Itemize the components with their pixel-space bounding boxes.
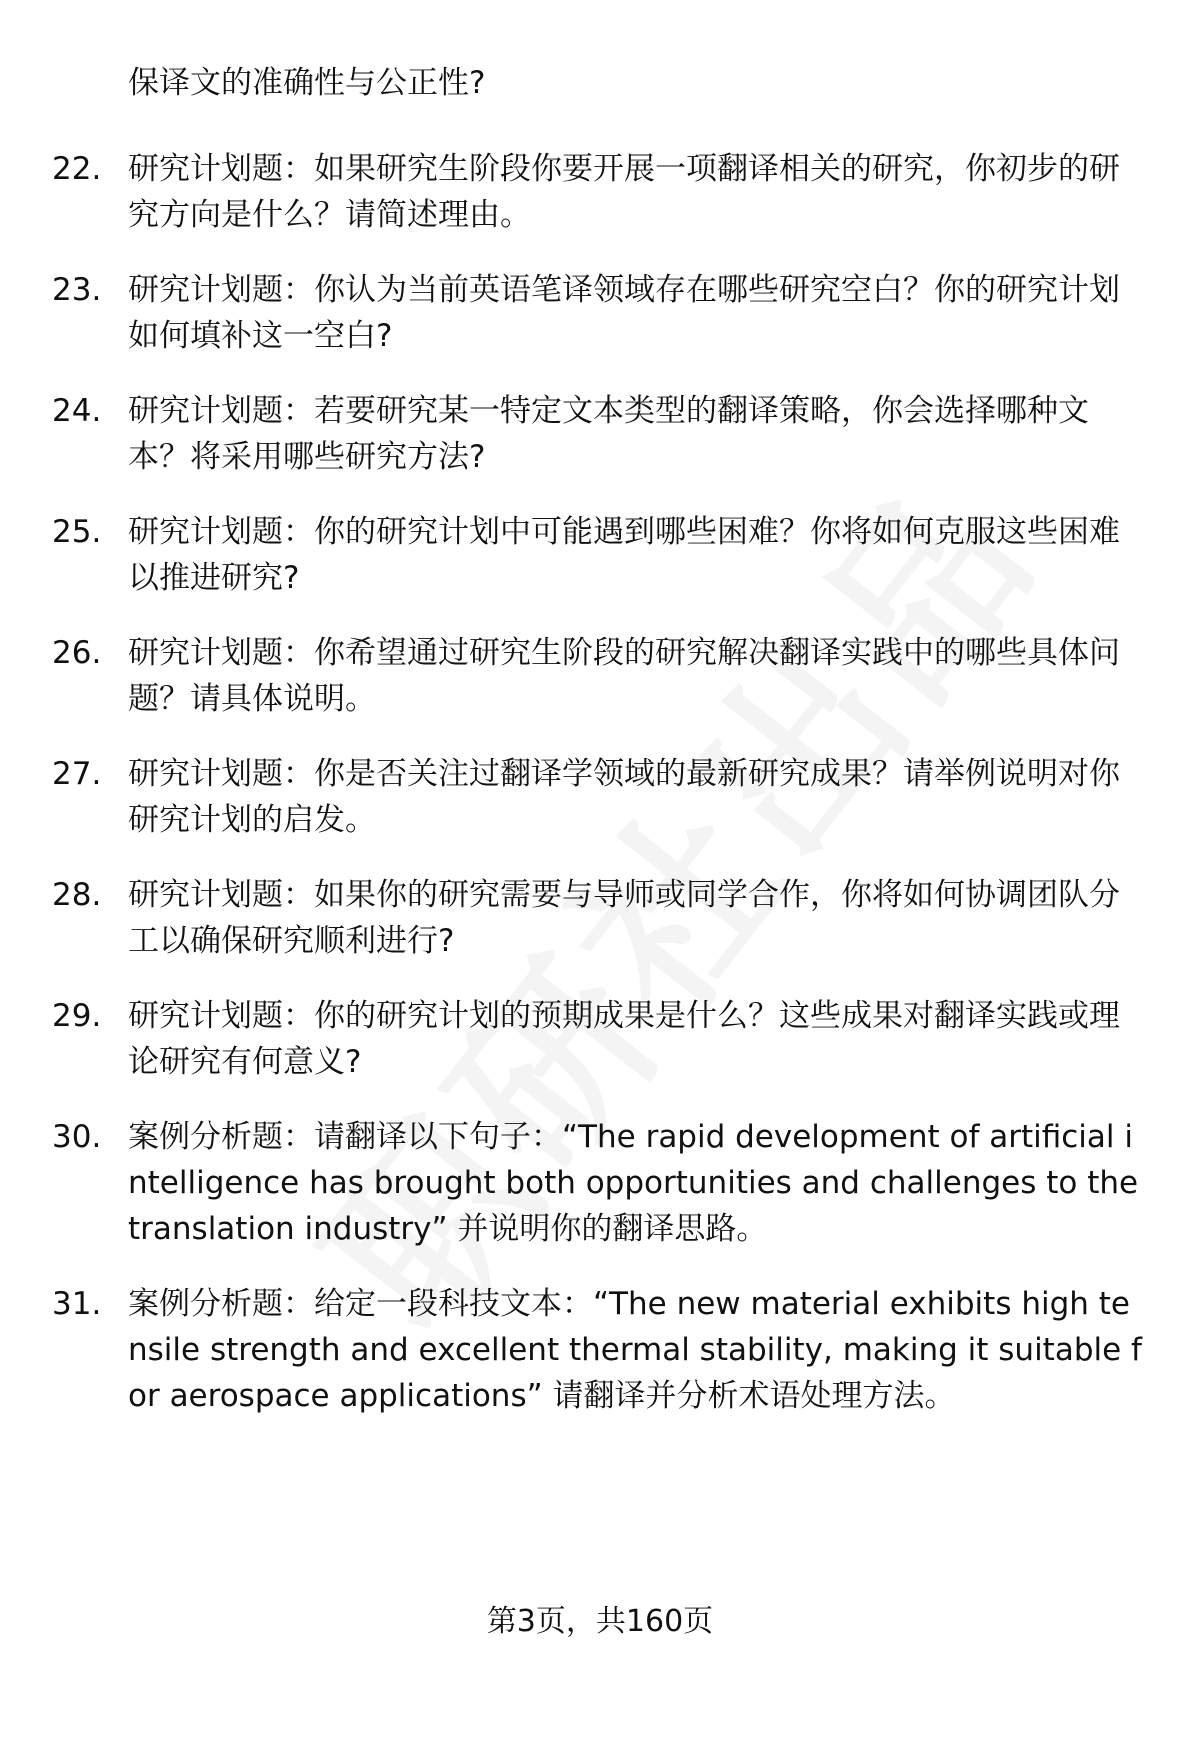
question-number: 30. <box>52 1119 102 1155</box>
question-text: 研究计划题：如果研究生阶段你要开展一项翻译相关的研究，你初步的研究方向是什么？请简述理由。 <box>128 151 1120 233</box>
question-item-22 <box>0 146 1200 238</box>
question-number: 31. <box>52 1286 102 1322</box>
previous-question-continuation: 保译文的准确性与公正性? <box>128 65 486 101</box>
page-footer: 第3页，共160页 <box>486 1604 714 1639</box>
question-number: 23. <box>52 272 102 308</box>
question-item-27 <box>0 751 1200 843</box>
question-number: 28. <box>52 877 102 913</box>
question-item-29 <box>0 993 1200 1085</box>
question-list <box>0 146 1200 1448</box>
question-text: 研究计划题：你是否关注过翻译学领域的最新研究成果？请举例说明对你研究计划的启发。 <box>128 756 1120 838</box>
question-text: 案例分析题：给定一段科技文本：“The new material exhibits high tensile strength and excellent thermal stability, making it suitable for aerospace applications” 请翻译并分析术语处理方法。 <box>128 1286 1142 1414</box>
question-text: 研究计划题：你的研究计划中可能遇到哪些困难？你将如何克服这些困难以推进研究? <box>128 514 1120 596</box>
question-text: 案例分析题：请翻译以下句子：“The rapid development of artificial intelligence has brought both opportunities and challenges to the translation industry” 并说明你的翻译思路。 <box>128 1119 1139 1247</box>
question-number: 24. <box>52 393 102 429</box>
question-text: 研究计划题：如果你的研究需要与导师或同学合作，你将如何协调团队分工以确保研究顺利进行? <box>128 877 1120 959</box>
question-item-23 <box>0 267 1200 359</box>
question-text: 研究计划题：你希望通过研究生阶段的研究解决翻译实践中的哪些具体问题？请具体说明。 <box>128 635 1120 717</box>
question-text: 研究计划题：你的研究计划的预期成果是什么？这些成果对翻译实践或理论研究有何意义? <box>128 998 1120 1080</box>
question-item-28 <box>0 872 1200 964</box>
question-item-24 <box>0 388 1200 480</box>
question-number: 26. <box>52 635 102 671</box>
question-item-26 <box>0 630 1200 722</box>
question-item-30 <box>0 1114 1200 1252</box>
question-number: 29. <box>52 998 102 1034</box>
question-text: 研究计划题：你认为当前英语笔译领域存在哪些研究空白？你的研究计划如何填补这一空白? <box>128 272 1120 354</box>
question-number: 27. <box>52 756 102 792</box>
question-item-31 <box>0 1281 1200 1419</box>
question-number: 22. <box>52 151 102 187</box>
question-text: 研究计划题：若要研究某一特定文本类型的翻译策略，你会选择哪种文本？将采用哪些研究方法? <box>128 393 1089 475</box>
question-item-25 <box>0 509 1200 601</box>
question-number: 25. <box>52 514 102 550</box>
